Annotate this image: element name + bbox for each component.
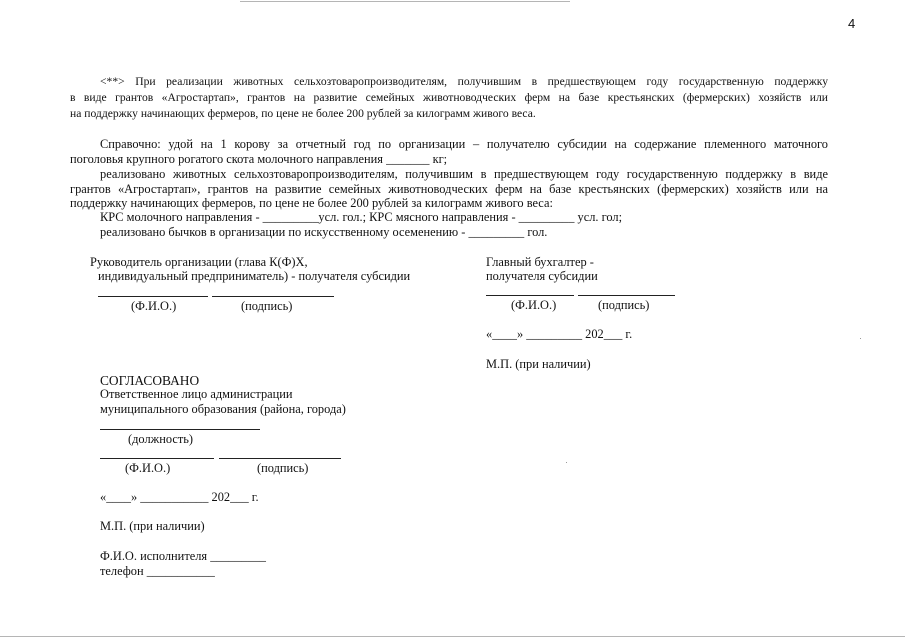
accountant-signature-line <box>578 295 675 296</box>
approval-signature-line <box>219 458 341 459</box>
reference-line-5: поддержку начинающих фермеров, по цене не более 200 рублей за килограмм живого веса: <box>70 196 553 210</box>
accountant-fio-line <box>486 295 574 296</box>
head-fio-line <box>98 296 208 297</box>
accountant-title-line-1: Главный бухгалтер - <box>486 255 594 269</box>
approval-position-caption: (должность) <box>128 432 194 446</box>
executor-name: Ф.И.О. исполнителя _________ <box>100 549 266 563</box>
approval-date: «____» ___________ 202___ г. <box>100 490 259 504</box>
scan-edge-top <box>240 1 570 2</box>
footnote-line-3: на поддержку начинающих фермеров, по цене не более 200 рублей за килограмм живого веса. <box>70 107 536 120</box>
approval-position-line <box>100 429 260 430</box>
accountant-stamp: М.П. (при наличии) <box>486 357 591 371</box>
head-signature-line <box>212 296 334 297</box>
reference-line-1: Справочно: удой на 1 корову за отчетный год по организации – получателю субсидии на содержание племенного маточного <box>100 137 828 151</box>
accountant-fio-caption: (Ф.И.О.) <box>511 298 557 312</box>
reference-line-6: КРС молочного направления - _________усл. гол.; КРС мясного направления - _________ усл. гол; <box>100 210 623 224</box>
accountant-date: «____» _________ 202___ г. <box>486 327 633 341</box>
footnote-line-1: <**> При реализации животных сельхозтоваропроизводителям, получившим в предшествующем году государственную поддержку <box>100 75 828 88</box>
page-number: 4 <box>848 16 856 31</box>
approval-heading: СОГЛАСОВАНО <box>100 373 200 388</box>
accountant-signature-caption: (подпись) <box>598 298 650 312</box>
reference-line-4: грантов «Агростартап», грантов на развитие семейных животноводческих ферм на базе крестьянских (фермерских) хозяйств или на <box>70 182 828 196</box>
approval-stamp: М.П. (при наличии) <box>100 519 205 533</box>
approval-fio-caption: (Ф.И.О.) <box>125 461 171 475</box>
footnote-line-2: в виде грантов «Агростартап», грантов на развитие семейных животноводческих ферм на базе крестьянских (фермерских) хозяйств или <box>70 91 828 104</box>
scan-speck <box>860 338 861 339</box>
approval-fio-line <box>100 458 214 459</box>
head-title-line-2: индивидуальный предприниматель) - получателя субсидии <box>98 269 411 283</box>
accountant-title-line-2: получателя субсидии <box>486 269 598 283</box>
approval-line-2: муниципального образования (района, города) <box>100 402 346 416</box>
approval-line-1: Ответственное лицо администрации <box>100 387 293 401</box>
reference-line-2: поголовья крупного рогатого скота молочного направления _______ кг; <box>70 152 448 166</box>
head-title-line-1: Руководитель организации (глава К(Ф)Х, <box>90 255 308 269</box>
head-signature-caption: (подпись) <box>241 299 293 313</box>
reference-line-7: реализовано бычков в организации по искусственному осеменению - _________ гол. <box>100 225 548 239</box>
scan-edge-bottom <box>0 636 905 637</box>
head-fio-caption: (Ф.И.О.) <box>131 299 177 313</box>
executor-phone: телефон ___________ <box>100 564 215 578</box>
scan-speck <box>566 462 567 463</box>
reference-line-3: реализовано животных сельхозтоваропроизводителям, получившим в предшествующем году государственную поддержку в виде <box>100 167 828 181</box>
approval-signature-caption: (подпись) <box>257 461 309 475</box>
